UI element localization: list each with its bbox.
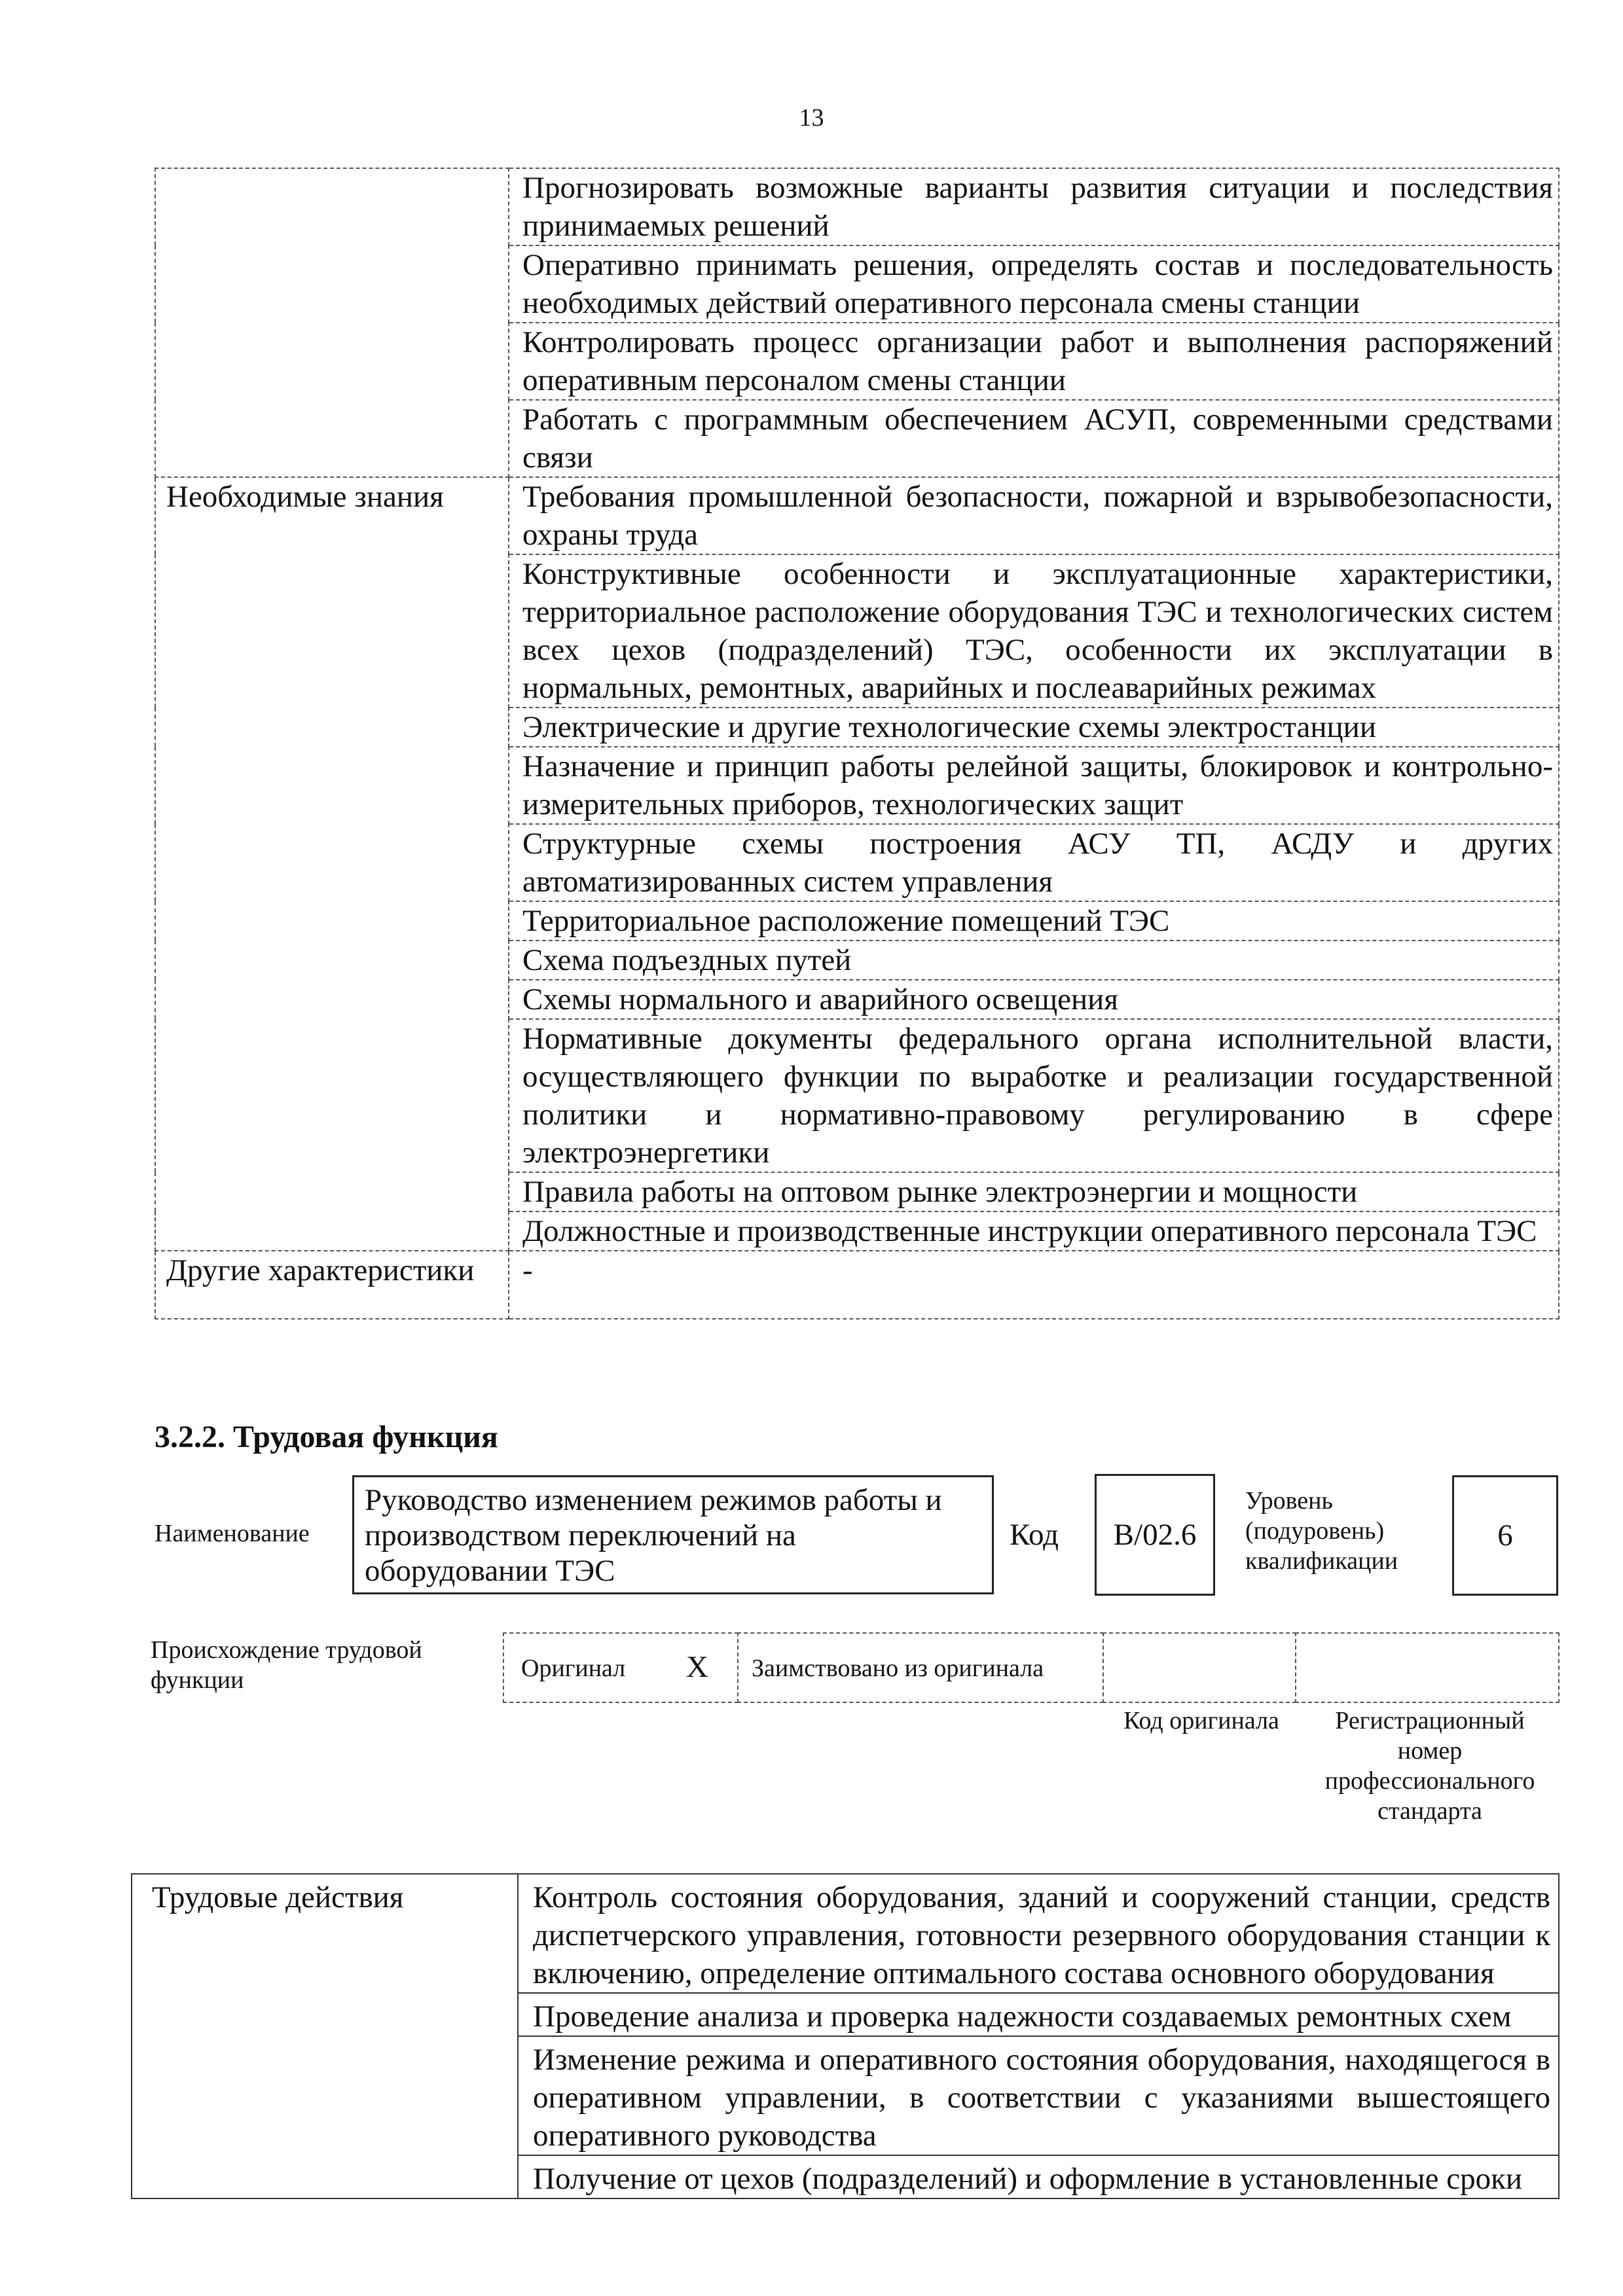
knowledge-cell: Должностные и производственные инструкции оперативного персонала ТЭС [509,1211,1559,1251]
code-original-caption: Код оригинала [1123,1707,1279,1734]
origin-label: Происхождение трудовой функции [151,1636,422,1694]
table-row [155,1251,1559,1319]
original-mark: X [686,1650,708,1684]
empty-label-cell [155,168,509,477]
code-value: B/02.6 [1113,1518,1197,1552]
other-characteristics-label: Другие характеристики [155,1251,509,1319]
borrowed-label: Заимствовано из оригинала [752,1655,1044,1682]
action-cell: Контроль состояния оборудования, зданий и сооружений станции, средств диспетчерского управления, готовности резервного оборудования станции к включению, определение оптимального состава основного оборудования [518,1874,1559,1993]
knowledge-cell: Назначение и принцип работы релейной защиты, блокировок и контрольно-измерительных приборов, технологических защит [509,747,1559,824]
skill-cell: Работать с программным обеспечением АСУП, современными средствами связи [509,400,1559,477]
knowledge-cell: Схемы нормального и аварийного освещения [509,980,1559,1019]
labour-actions-label: Трудовые действия [132,1874,518,2198]
borrowed-cell [737,1632,1104,1703]
code-original-cell [1103,1632,1296,1703]
name-value-box [352,1475,994,1594]
skills-knowledge-table [155,168,1559,1319]
code-label: Код [1010,1518,1059,1552]
function-name: Руководство изменением режимов работы и производством переключений на оборудовании ТЭС [365,1483,942,1588]
section-heading: 3.2.2. Трудовая функция [155,1420,498,1454]
action-cell: Проведение анализа и проверка надежности создаваемых ремонтных схем [518,1993,1559,2036]
knowledge-cell: Нормативные документы федерального органа исполнительной власти, осуществляющего функции по выработке и реализации государственной политики и нормативно-правовому регулированию в сфере электроэнергетики [509,1019,1559,1172]
action-cell: Изменение режима и оперативного состояния оборудования, находящегося в оперативном управлении, в соответствии с указаниями вышестоящего оперативного руководства [518,2036,1559,2155]
table-row [155,168,1559,245]
other-characteristics-value: - [509,1251,1559,1319]
level-value: 6 [1497,1518,1513,1552]
skill-cell: Оперативно принимать решения, определять состав и последовательность необходимых действий оперативного персонала смены станции [509,245,1559,323]
reg-number-caption: Регистрационный номер профессионального стандарта [1324,1707,1535,1825]
code-value-box [1095,1474,1215,1596]
knowledge-cell: Территориальное расположение помещений ТЭС [509,901,1559,941]
knowledge-cell: Правила работы на оптовом рынке электроэнергии и мощности [509,1172,1559,1211]
knowledge-cell: Конструктивные особенности и эксплуатационные характеристики, территориальное расположение оборудования ТЭС и технологических систем всех цехов (подразделений) ТЭС, особенности их эксплуатации в нормальных, ремонтных, аварийных и послеаварийных режимах [509,554,1559,708]
knowledge-cell: Электрические и другие технологические схемы электростанции [509,708,1559,747]
labour-actions-table [131,1873,1559,2199]
original-cell [503,1632,739,1703]
knowledge-cell: Требования промышленной безопасности, пожарной и взрывобезопасности, охраны труда [509,477,1559,554]
table-row [132,1874,1559,1993]
action-cell: Получение от цехов (подразделений) и оформление в установленные сроки [518,2155,1559,2198]
knowledge-cell: Схема подъездных путей [509,941,1559,980]
level-value-box [1452,1475,1558,1596]
table-row [155,477,1559,554]
page-number: 13 [799,104,824,132]
skill-cell: Прогнозировать возможные варианты развития ситуации и последствия принимаемых решений [509,168,1559,245]
knowledge-cell: Структурные схемы построения АСУ ТП, АСДУ и других автоматизированных систем управления [509,824,1559,901]
level-label: Уровень (подуровень) квалификации [1245,1487,1398,1575]
skill-cell: Контролировать процесс организации работ и выполнения распоряжений оперативным персоналом смены станции [509,323,1559,400]
knowledge-label: Необходимые знания [155,477,509,1251]
name-label: Наименование [155,1520,310,1547]
reg-number-cell [1295,1632,1559,1703]
original-label: Оригинал [521,1655,626,1682]
